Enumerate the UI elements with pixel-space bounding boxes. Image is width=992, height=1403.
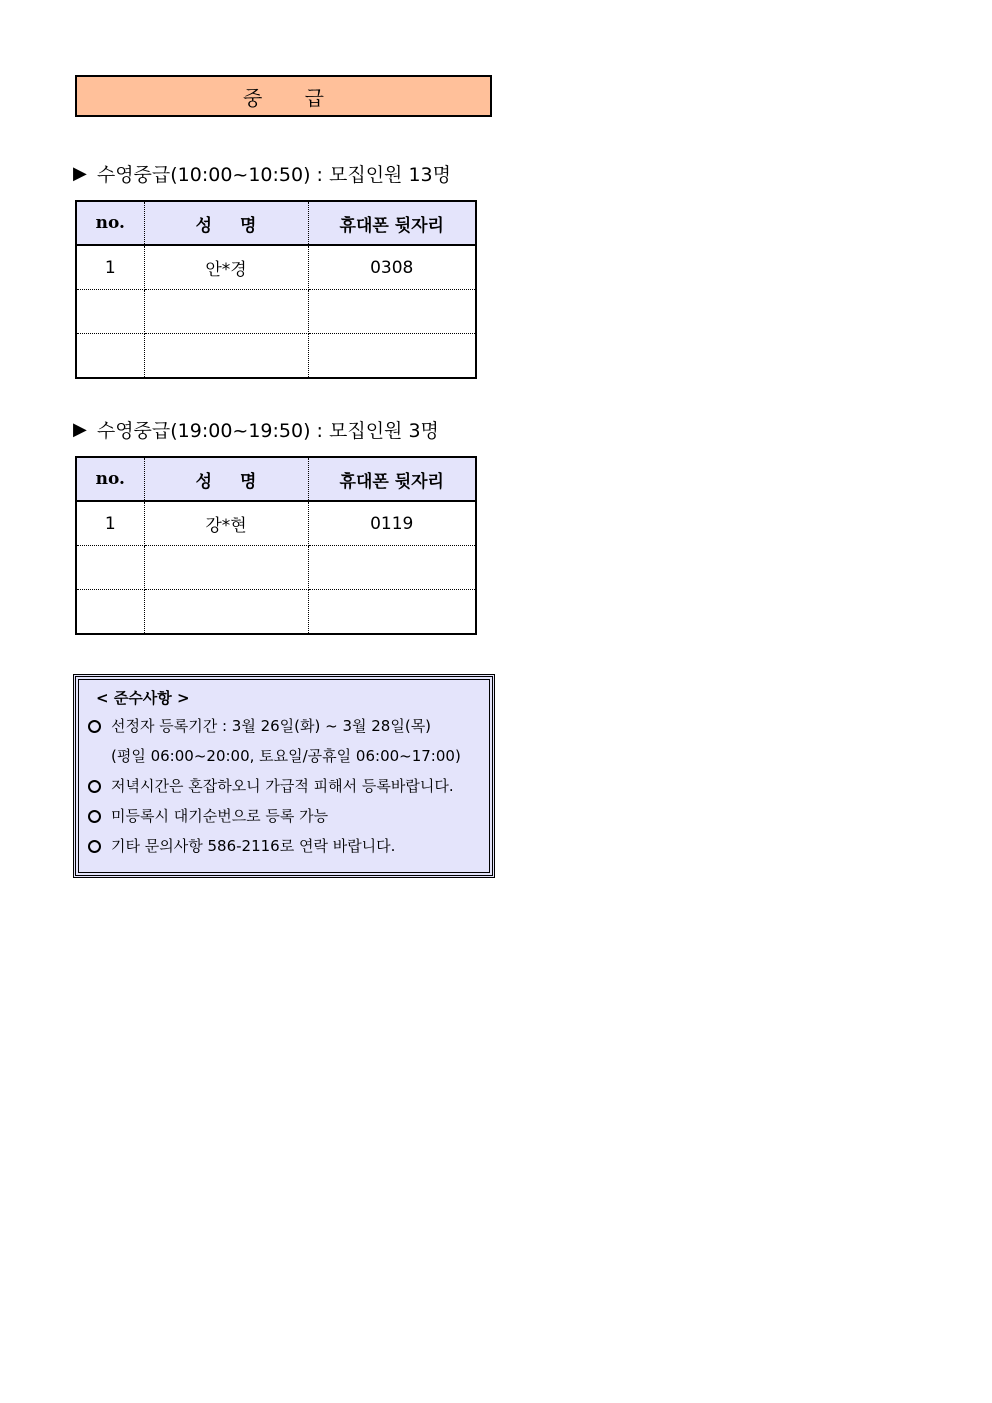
cell-phone: 0119 bbox=[308, 501, 476, 546]
notice-item bbox=[88, 771, 484, 801]
column-header-name: 성 명 bbox=[144, 201, 308, 245]
notice-item-text: 저녁시간은 혼잡하오니 가급적 피해서 등록바랍니다. bbox=[111, 777, 454, 795]
notice-item-text: 선정자 등록기간 : 3월 26일(화) ~ 3월 28일(목) bbox=[111, 717, 432, 735]
cell-name bbox=[144, 334, 308, 379]
cell-no bbox=[76, 590, 144, 635]
cell-no: 1 bbox=[76, 501, 144, 546]
table-row bbox=[76, 501, 476, 546]
level-banner-label: 중 급 bbox=[243, 85, 342, 110]
class-heading-text: 수영중급(10:00~10:50) : 모집인원 13명 bbox=[96, 164, 451, 186]
class-heading-text: 수영중급(19:00~19:50) : 모집인원 3명 bbox=[96, 420, 439, 442]
level-banner bbox=[75, 75, 492, 117]
roster-table-evening bbox=[75, 456, 477, 635]
class-heading-evening bbox=[73, 416, 439, 443]
cell-no: 1 bbox=[76, 245, 144, 290]
cell-phone bbox=[308, 290, 476, 334]
notice-item-text: 미등록시 대기순번으로 등록 가능 bbox=[111, 807, 329, 825]
cell-phone: 0308 bbox=[308, 245, 476, 290]
class-heading-morning bbox=[73, 160, 451, 187]
table-row bbox=[76, 546, 476, 590]
cell-name: 강*현 bbox=[144, 501, 308, 546]
roster-table-morning bbox=[75, 200, 477, 379]
column-header-name: 성 명 bbox=[144, 457, 308, 501]
table-row bbox=[76, 334, 476, 379]
notice-box bbox=[73, 674, 495, 878]
notice-item-continuation: (평일 06:00~20:00, 토요일/공휴일 06:00~17:00) bbox=[111, 747, 461, 765]
cell-no bbox=[76, 334, 144, 379]
circle-bullet-icon bbox=[88, 720, 101, 733]
circle-bullet-icon bbox=[88, 810, 101, 823]
cell-no bbox=[76, 290, 144, 334]
triangle-right-icon: ▶ bbox=[73, 419, 87, 440]
cell-name bbox=[144, 290, 308, 334]
cell-no bbox=[76, 546, 144, 590]
table-header-row bbox=[76, 457, 476, 501]
cell-phone bbox=[308, 334, 476, 379]
column-header-phone: 휴대폰 뒷자리 bbox=[308, 201, 476, 245]
table-row bbox=[76, 290, 476, 334]
cell-phone bbox=[308, 590, 476, 635]
column-header-phone: 휴대폰 뒷자리 bbox=[308, 457, 476, 501]
notice-item-text: 기타 문의사항 586-2116로 연락 바랍니다. bbox=[111, 837, 396, 855]
notice-item bbox=[88, 711, 484, 741]
cell-name bbox=[144, 590, 308, 635]
column-header-no: no. bbox=[76, 201, 144, 245]
table-row bbox=[76, 245, 476, 290]
table-row bbox=[76, 590, 476, 635]
circle-bullet-icon bbox=[88, 840, 101, 853]
table-header-row bbox=[76, 201, 476, 245]
cell-phone bbox=[308, 546, 476, 590]
column-header-no: no. bbox=[76, 457, 144, 501]
circle-bullet-icon bbox=[88, 780, 101, 793]
cell-name bbox=[144, 546, 308, 590]
notice-item bbox=[88, 801, 484, 831]
notice-title: < 준수사항 > bbox=[96, 689, 190, 707]
notice-item bbox=[88, 831, 484, 861]
triangle-right-icon: ▶ bbox=[73, 163, 87, 184]
cell-name: 안*경 bbox=[144, 245, 308, 290]
